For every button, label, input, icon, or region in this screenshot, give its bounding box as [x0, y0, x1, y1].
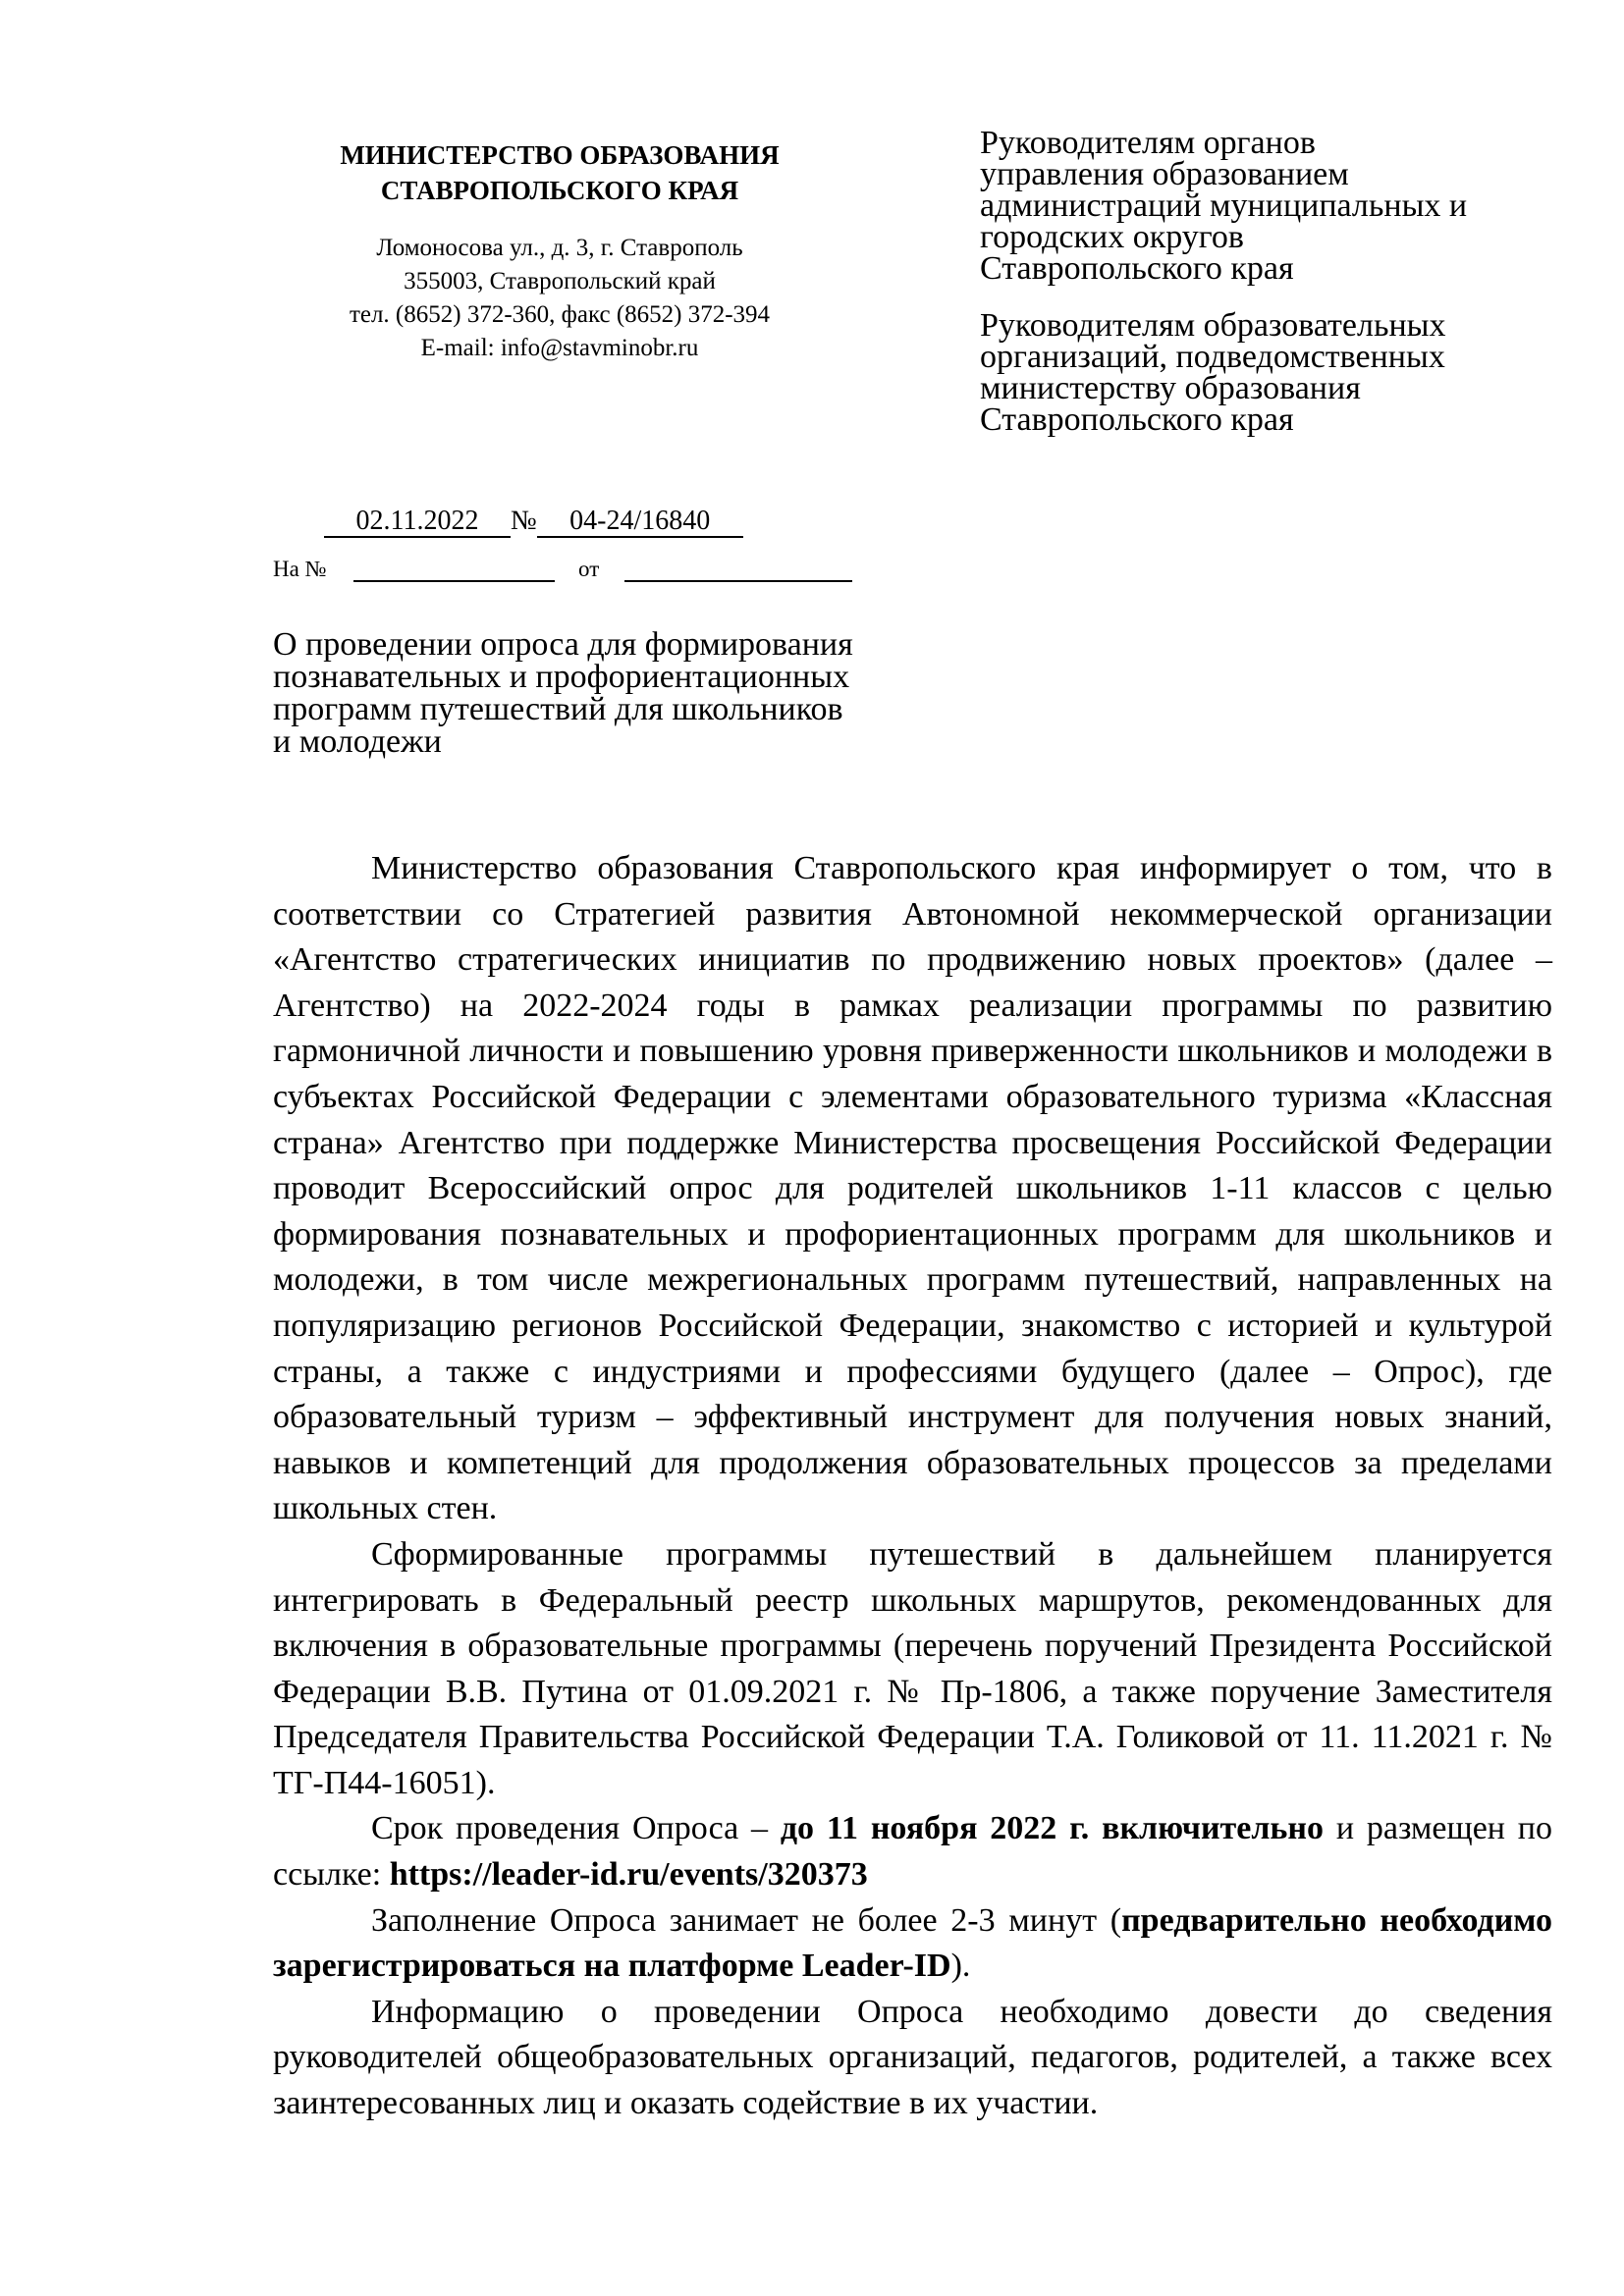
address-line1: Ломоносова ул., д. 3, г. Ставрополь — [376, 235, 743, 261]
addressee-line: Ставропольского края — [980, 250, 1294, 287]
addressee-line: Руководителям органов — [980, 125, 1316, 161]
ref-date-blank — [624, 557, 852, 582]
duration-text: Заполнение Опроса занимает не более 2-3 минут ( — [371, 1901, 1122, 1939]
addressee-block-municipal — [980, 125, 1569, 287]
ref-number-blank — [353, 557, 555, 582]
paragraph-survey-info: Министерство образования Ставропольского края информирует о том, что в соответствии со Стратегией развития Автономной некоммерческой организации «Агентство стратегических инициатив по продвижению новых проектов» (далее – Агентство) на 2022-2024 годы в рамках реализации программы по развитию гармоничной личности и повышению уровня приверженности школьников и молодежи в субъектах Российской Федерации с элементами образовательного туризма «Классная страна» Агентство при поддержке Министерства просвещения Российской Федерации проводит Всероссийский опрос для родителей школьников 1-11 классов с целью формирования познавательных и профориентационных программ для школьников и молодежи, в том числе межрегиональных программ путешествий, направленных на популяризацию регионов Российской Федерации, знакомство с историей и культурой страны, а также с индустриями и профессиями будущего (далее – Опрос), где образовательный туризм – эффективный инструмент для получения новых знаний, навыков и компетенций для продолжения образовательных процессов за пределами школьных стен. — [273, 850, 1552, 1527]
org-contacts — [255, 232, 864, 365]
addressee-block-organizations — [980, 307, 1569, 438]
addressee-line: организаций, подведомственных — [980, 339, 1445, 375]
subject-line: и молодежи — [273, 723, 442, 760]
addressees — [980, 125, 1569, 438]
email: E-mail: info@stavminobr.ru — [420, 335, 699, 361]
registration-number: 04-24/16840 — [537, 507, 743, 538]
paragraph-registry: Сформированные программы путешествий в дальнейшем планируется интегрировать в Федеральный реестр школьных маршрутов, рекомендованных для включения в образовательные программы (перечень поручений Президента Российской Федерации В.В. Путина от 01.09.2021 г. № Пр-1806, а также поручение Заместителя Председателя Правительства Российской Федерации Т.А. Голиковой от 11. 11.2021 г. № ТГ-П44-16051). — [273, 1535, 1552, 1801]
addressee-line: Руководителям образовательных — [980, 307, 1446, 344]
org-name-line1: МИНИСТЕРСТВО ОБРАЗОВАНИЯ — [340, 140, 780, 170]
registration-date: 02.11.2022 — [324, 507, 511, 538]
registration-note: предварительно необходимо зарегистрироваться на платформе Leader-ID — [273, 1901, 1553, 1985]
deadline-date: до 11 ноября 2022 г. включительно — [780, 1810, 1324, 1847]
duration-text-end: ). — [950, 1948, 971, 1985]
addressee-line: управления образованием — [980, 156, 1349, 192]
addressee-line: администраций муниципальных и — [980, 187, 1468, 224]
survey-link[interactable]: https://leader-id.ru/events/320373 — [389, 1856, 868, 1894]
subject-line: О проведении опроса для формирования — [273, 626, 853, 663]
deadline-text: Срок проведения Опроса – — [371, 1810, 781, 1847]
registration-line — [324, 506, 743, 538]
subject-line: программ путешествий для школьников — [273, 691, 843, 727]
addressee-line: Ставропольского края — [980, 401, 1294, 438]
paragraph-duration — [273, 1898, 1552, 1990]
paragraph-deadline — [273, 1806, 1552, 1897]
phone-fax: тел. (8652) 372-360, факс (8652) 372-394 — [349, 301, 771, 328]
reference-line — [273, 557, 852, 582]
letter-body — [273, 846, 1552, 2127]
address-line2: 355003, Ставропольский край — [404, 268, 716, 294]
ref-label: На № — [273, 557, 327, 581]
deadline-text-cont: и размещен по ссылке: — [273, 1810, 1553, 1894]
letter-subject — [273, 628, 960, 758]
org-name-line2: СТАВРОПОЛЬСКОГО КРАЯ — [380, 176, 739, 205]
letterhead — [255, 137, 864, 365]
subject-line: познавательных и профориентационных — [273, 659, 850, 695]
ref-from-label: от — [578, 557, 600, 581]
addressee-line: министерству образования — [980, 370, 1361, 406]
number-sign: № — [511, 506, 537, 536]
addressee-line: городских округов — [980, 219, 1244, 255]
paragraph-inform: Информацию о проведении Опроса необходимо довести до сведения руководителей общеобразовательных организаций, педагогов, родителей, а также всех заинтересованных лиц и оказать содействие в их участии. — [273, 1993, 1552, 2122]
